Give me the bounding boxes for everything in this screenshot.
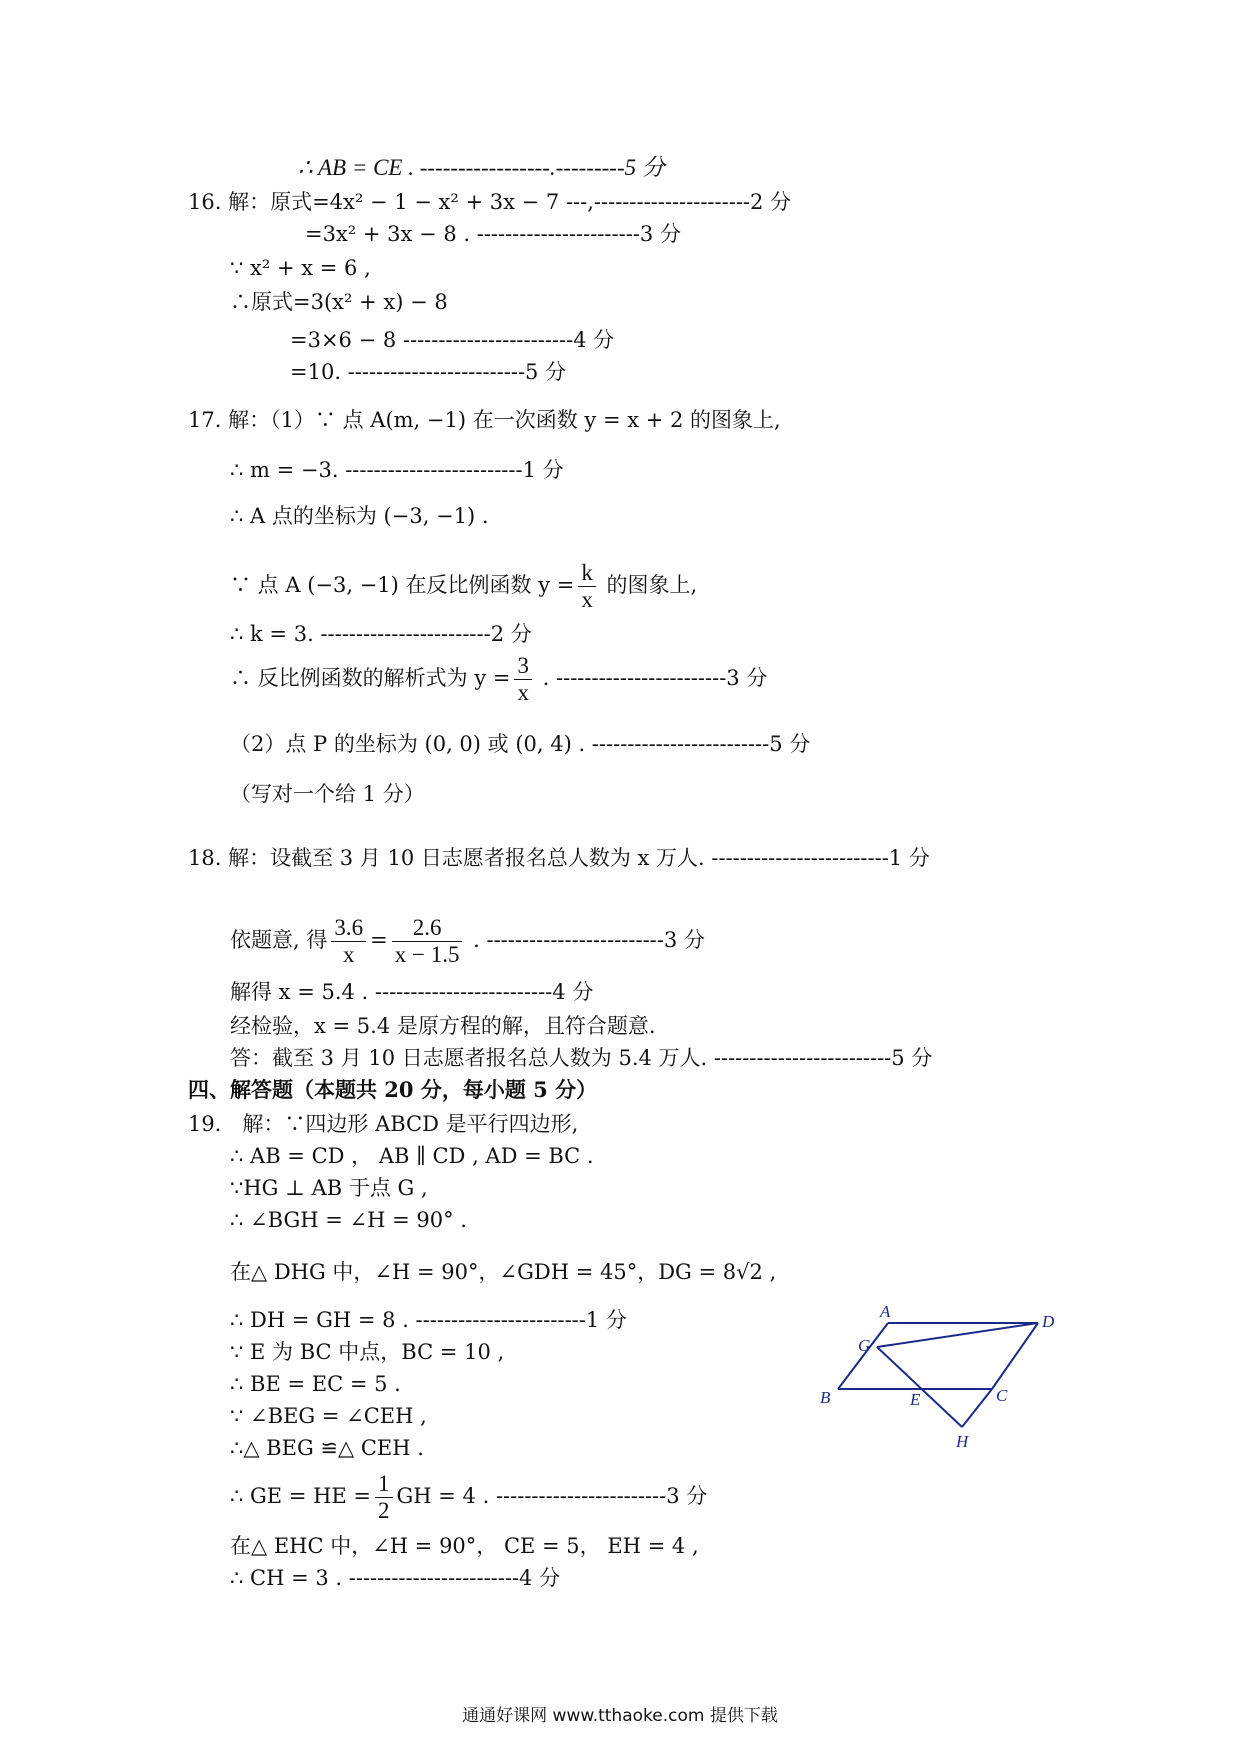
fraction-numerator: 3 bbox=[514, 653, 532, 680]
label-B: B bbox=[820, 1388, 831, 1407]
line-17 bbox=[230, 910, 705, 970]
fraction-denominator: 2 bbox=[378, 1498, 390, 1523]
line-31: ∴△ BEG ≌△ CEH . bbox=[230, 1436, 424, 1460]
segment-GH bbox=[877, 1347, 962, 1427]
line-5: ∴原式=3(x² + x) − 8 bbox=[230, 290, 448, 314]
line-25: ∴ ∠BGH = ∠H = 90° . bbox=[230, 1208, 467, 1232]
line-27: ∴ DH = GH = 8 . ------------------------1 分 bbox=[230, 1308, 627, 1332]
line-22: 19． 解：∵四边形 ABCD 是平行四边形, bbox=[188, 1112, 579, 1136]
line-29: ∴ BE = EC = 5 . bbox=[230, 1372, 401, 1396]
line-4: ∵ x² + x = 6 , bbox=[230, 256, 371, 280]
fraction-numerator: 1 bbox=[375, 1471, 393, 1498]
line-11-post: 的图象上, bbox=[599, 573, 698, 597]
line-32 bbox=[230, 1466, 707, 1526]
fraction-numerator: 2.6 bbox=[392, 915, 463, 942]
fraction-numerator: k bbox=[578, 560, 596, 587]
line-8: 17. 解：（1）∵ 点 A(m, −1) 在一次函数 y = x + 2 的图象上, bbox=[188, 408, 781, 432]
line-9: ∴ m = −3. -------------------------1 分 bbox=[230, 458, 564, 482]
line-14: （2）点 P 的坐标为 (0, 0) 或 (0, 4) . -------------------------5 分 bbox=[230, 732, 811, 756]
label-A: A bbox=[880, 1305, 891, 1321]
segment-GD bbox=[877, 1323, 1038, 1347]
label-D: D bbox=[1042, 1312, 1055, 1331]
line-18: 解得 x = 5.4 . -------------------------4 分 bbox=[230, 980, 594, 1004]
line-10: ∴ A 点的坐标为 (−3, −1) . bbox=[230, 504, 489, 528]
line-32-post: GH = 4 . ------------------------3 分 bbox=[396, 1484, 708, 1508]
line-3: =3x² + 3x − 8 . -----------------------3 分 bbox=[305, 222, 681, 246]
fraction-denominator: x bbox=[517, 680, 529, 705]
line-13 bbox=[230, 648, 767, 708]
fraction-denominator: x − 1.5 bbox=[394, 942, 460, 967]
line-11-pre: ∵ 点 A (−3, −1) 在反比例函数 y = bbox=[230, 573, 575, 597]
line-1: ∴ AB = CE . -----------------.---------5 分 bbox=[298, 155, 665, 180]
line-17-post: . -------------------------3 分 bbox=[466, 928, 705, 952]
segment-CD bbox=[992, 1323, 1038, 1389]
parallelogram-figure bbox=[820, 1305, 1070, 1455]
line-24: ∵HG ⊥ AB 于点 G , bbox=[230, 1176, 428, 1200]
line-19: 经检验，x = 5.4 是原方程的解，且符合题意. bbox=[230, 1014, 656, 1038]
line-15: （写对一个给 1 分） bbox=[230, 782, 425, 806]
label-E: E bbox=[910, 1390, 921, 1409]
segment-AB bbox=[838, 1323, 888, 1389]
fraction-2-6-over-x-minus-1-5 bbox=[392, 915, 463, 968]
line-32-pre: ∴ GE = HE = bbox=[230, 1484, 372, 1508]
fraction-k-over-x bbox=[578, 560, 596, 613]
fraction-1-over-2 bbox=[375, 1471, 393, 1524]
fraction-denominator: x bbox=[342, 942, 355, 967]
line-7: =10. -------------------------5 分 bbox=[290, 360, 567, 384]
line-2: 16. 解：原式=4x² − 1 − x² + 3x − 7 ---,----------------------2 分 bbox=[188, 190, 792, 214]
line-13-pre: ∴ 反比例函数的解析式为 y = bbox=[230, 666, 511, 690]
label-C: C bbox=[996, 1386, 1008, 1405]
line-34: ∴ CH = 3 . ------------------------4 分 bbox=[230, 1566, 561, 1590]
line-13-post: . ------------------------3 分 bbox=[535, 666, 768, 690]
fraction-numerator: 3.6 bbox=[331, 915, 366, 942]
line-28: ∵ E 为 BC 中点，BC = 10 , bbox=[230, 1340, 505, 1364]
line-20: 答：截至 3 月 10 日志愿者报名总人数为 5.4 万人. -------------------------5 分 bbox=[230, 1046, 933, 1070]
line-16: 18. 解：设截至 3 月 10 日志愿者报名总人数为 x 万人. -------------------------1 分 bbox=[188, 846, 930, 870]
fraction-3-6-over-x bbox=[331, 915, 366, 968]
line-26: 在△ DHG 中，∠H = 90°，∠GDH = 45°，DG = 8√2 , bbox=[230, 1260, 777, 1284]
line-30: ∵ ∠BEG = ∠CEH , bbox=[230, 1404, 427, 1428]
line-6: =3×6 − 8 ------------------------4 分 bbox=[290, 328, 615, 352]
line-23: ∴ AB = CD ， AB ∥ CD , AD = BC . bbox=[230, 1144, 594, 1168]
fraction-denominator: x bbox=[581, 587, 593, 612]
section-heading: 四、解答题（本题共 20 分，每小题 5 分） bbox=[188, 1077, 598, 1102]
footer: 通通好课网 www.tthaoke.com 提供下载 bbox=[462, 1706, 778, 1726]
label-H: H bbox=[956, 1432, 969, 1451]
line-11 bbox=[230, 555, 697, 615]
equals-sign: = bbox=[370, 928, 388, 952]
fraction-3-over-x bbox=[514, 653, 532, 706]
label-G: G bbox=[858, 1336, 871, 1355]
line-33: 在△ EHC 中，∠H = 90°， CE = 5， EH = 4 , bbox=[230, 1534, 699, 1558]
segment-CH bbox=[962, 1389, 992, 1427]
line-17-pre: 依题意, 得 bbox=[230, 928, 328, 952]
line-12: ∴ k = 3. ------------------------2 分 bbox=[230, 622, 532, 646]
figure-labels bbox=[820, 1305, 1055, 1451]
